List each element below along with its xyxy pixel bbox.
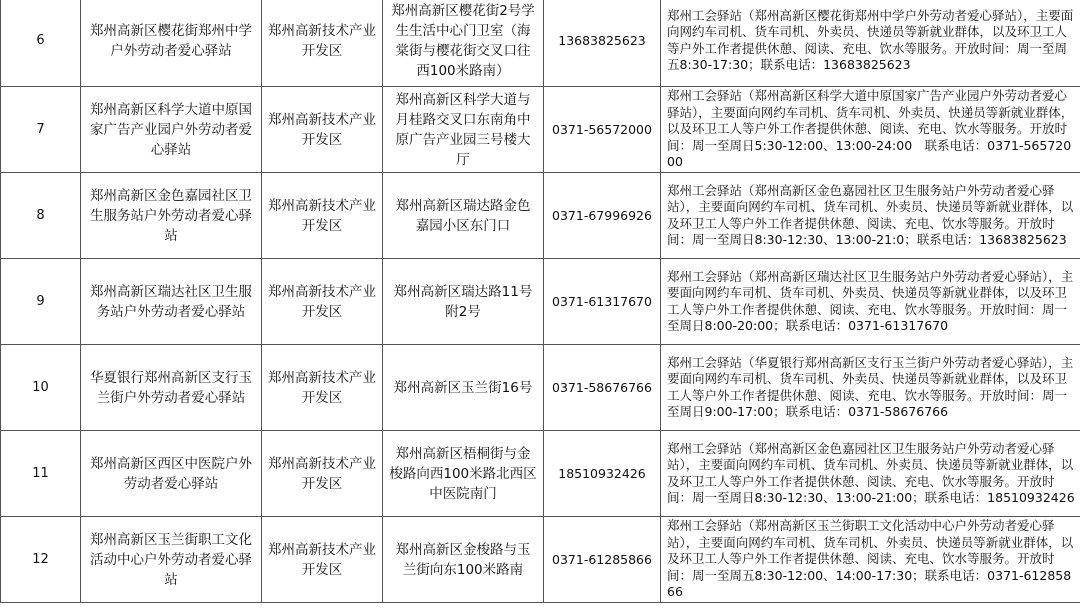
station-name: 郑州高新区玉兰街职工文化活动中心户外劳动者爱心驿站 — [81, 517, 262, 603]
station-address: 郑州高新区玉兰街16号 — [383, 345, 544, 431]
contact-phone: 18510932426 — [544, 431, 661, 517]
contact-phone: 0371-61317670 — [544, 259, 661, 345]
station-address: 郑州高新区科学大道与月桂路交叉口东南角中原广告产业园三号楼大厅 — [383, 87, 544, 173]
station-name: 郑州高新区金色嘉园社区卫生服务站户外劳动者爱心驿站 — [81, 173, 262, 259]
contact-phone: 0371-61285866 — [544, 517, 661, 603]
contact-phone: 0371-56572000 — [544, 87, 661, 173]
station-address: 郑州高新区金梭路与玉兰街向东100米路南 — [383, 517, 544, 603]
station-name: 郑州高新区科学大道中原国家广告产业园户外劳动者爱心驿站 — [81, 87, 262, 173]
table-row — [1, 173, 1080, 259]
district: 郑州高新技术产业开发区 — [262, 517, 383, 603]
contact-phone: 0371-58676766 — [544, 345, 661, 431]
district: 郑州高新技术产业开发区 — [262, 173, 383, 259]
station-address: 郑州高新区樱花街2号学生生活中心门卫室（海棠街与樱花街交叉口往西100米路南） — [383, 0, 544, 87]
station-description: 郑州工会驿站（郑州高新区玉兰街职工文化活动中心户外劳动者爱心驿站），主要面向网约车司机、货车司机、外卖员、快递员等新就业群体，以及环卫工人等户外工作者提供休憩、阅读、充电、饮水等服务。开放时间：周一至周五8:30-12:00、14:00-17:30；联系电话：0371-61285866 — [661, 517, 1080, 603]
table-row — [1, 0, 1080, 87]
district: 郑州高新技术产业开发区 — [262, 259, 383, 345]
station-address: 郑州高新区瑞达路11号附2号 — [383, 259, 544, 345]
station-name: 郑州高新区西区中医院户外劳动者爱心驿站 — [81, 431, 262, 517]
station-description: 郑州工会驿站（郑州高新区金色嘉园社区卫生服务站户外劳动者爱心驿站），主要面向网约车司机、货车司机、外卖员、快递员等新就业群体，以及环卫工人等户外工作者提供休憩、阅读、充电、饮水等服务。开放时间：周一至周日8:30-12:30、13:00-21:00；联系电话：18510932426 — [661, 431, 1080, 517]
row-number: 12 — [1, 517, 81, 603]
table-row — [1, 259, 1080, 345]
station-address: 郑州高新区瑞达路金色嘉园小区东门口 — [383, 173, 544, 259]
district: 郑州高新技术产业开发区 — [262, 431, 383, 517]
row-number: 7 — [1, 87, 81, 173]
table-row — [1, 87, 1080, 173]
station-name: 华夏银行郑州高新区支行玉兰街户外劳动者爱心驿站 — [81, 345, 262, 431]
station-address: 郑州高新区梧桐街与金梭路向西100米路北西区中医院南门 — [383, 431, 544, 517]
contact-phone: 0371-67996926 — [544, 173, 661, 259]
row-number: 11 — [1, 431, 81, 517]
station-name: 郑州高新区瑞达社区卫生服务站户外劳动者爱心驿站 — [81, 259, 262, 345]
row-number: 9 — [1, 259, 81, 345]
row-number: 8 — [1, 173, 81, 259]
district: 郑州高新技术产业开发区 — [262, 345, 383, 431]
station-description: 郑州工会驿站（郑州高新区瑞达社区卫生服务站户外劳动者爱心驿站），主要面向网约车司机、货车司机、外卖员、快递员等新就业群体，以及环卫工人等户外工作者提供休憩、阅读、充电、饮水等服务。开放时间：周一至周日8:00-20:00；联系电话：0371-61317670 — [661, 259, 1080, 345]
station-description: 郑州工会驿站（华夏银行郑州高新区支行玉兰街户外劳动者爱心驿站），主要面向网约车司机、货车司机、外卖员、快递员等新就业群体，以及环卫工人等户外工作者提供休憩、阅读、充电、饮水等服务。开放时间：周一至周日9:00-17:00；联系电话：0371-58676766 — [661, 345, 1080, 431]
station-description: 郑州工会驿站（郑州高新区樱花街郑州中学户外劳动者爱心驿站），主要面向网约车司机、货车司机、外卖员、快递员等新就业群体，以及环卫工人等户外工作者提供休憩、阅读、充电、饮水等服务。开放时间：周一至周五8:30-17:30；联系电话：13683825623 — [661, 0, 1080, 87]
station-name: 郑州高新区樱花街郑州中学户外劳动者爱心驿站 — [81, 0, 262, 87]
contact-phone: 13683825623 — [544, 0, 661, 87]
table-row — [1, 431, 1080, 517]
district: 郑州高新技术产业开发区 — [262, 87, 383, 173]
district: 郑州高新技术产业开发区 — [262, 0, 383, 87]
row-number: 6 — [1, 0, 81, 87]
table-row — [1, 517, 1080, 603]
table-row — [1, 345, 1080, 431]
station-description: 郑州工会驿站（郑州高新区科学大道中原国家广告产业园户外劳动者爱心驿站），主要面向网约车司机、货车司机、外卖员、快递员等新就业群体，以及环卫工人等户外工作者提供休憩、阅读、充电、饮水等服务。开放时间：周一至周日5:30-12:00、13:00-24:00 联系电话：0371-56572000 — [661, 87, 1080, 173]
row-number: 10 — [1, 345, 81, 431]
station-description: 郑州工会驿站（郑州高新区金色嘉园社区卫生服务站户外劳动者爱心驿站），主要面向网约车司机、货车司机、外卖员、快递员等新就业群体，以及环卫工人等户外工作者提供休憩、阅读、充电、饮水等服务。开放时间：周一至周日8:30-12:30、13:00-21:0；联系电话：13683825623 — [661, 173, 1080, 259]
